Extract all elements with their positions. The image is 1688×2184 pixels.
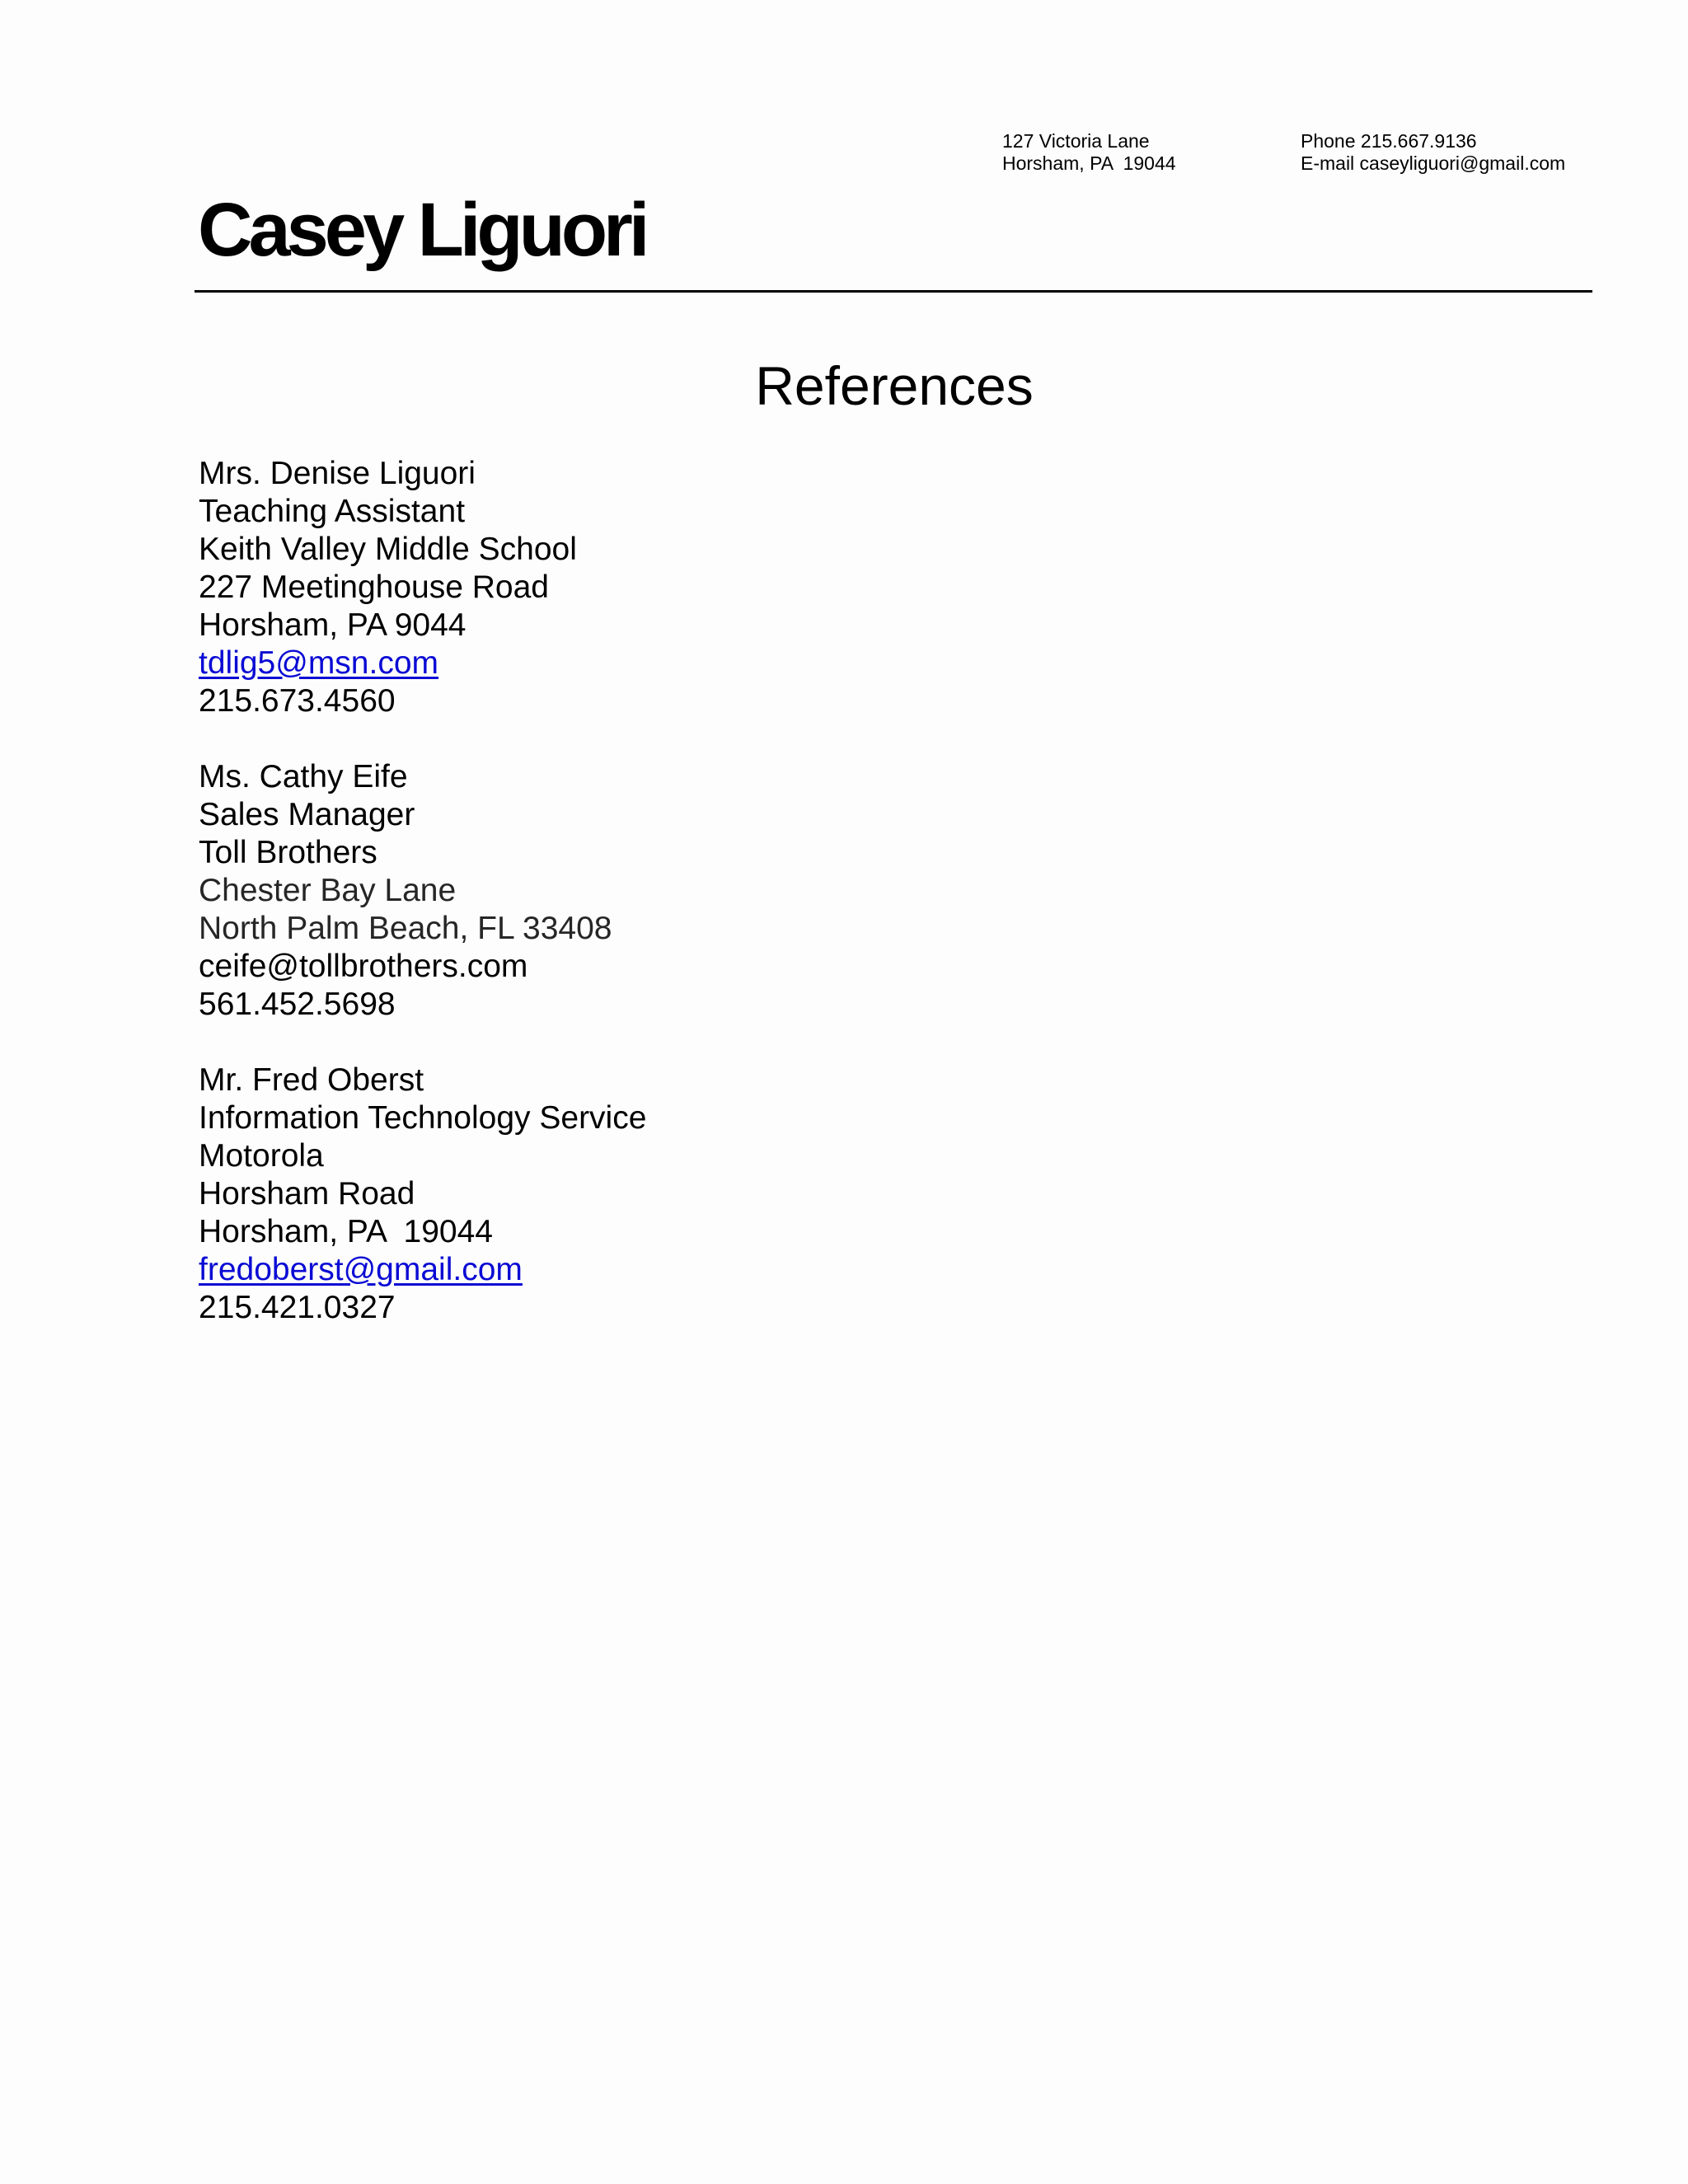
reference-organization: Motorola	[199, 1138, 324, 1174]
email-line: E-mail caseyliguori@gmail.com	[1301, 152, 1566, 174]
reference-organization: Keith Valley Middle School	[199, 532, 577, 567]
reference-phone: 215.421.0327	[199, 1290, 396, 1325]
reference-phone: 215.673.4560	[199, 683, 396, 719]
reference-title: Sales Manager	[199, 797, 415, 832]
reference-name: Ms. Cathy Eife	[199, 759, 408, 794]
reference-email: ceife@tollbrothers.com	[199, 949, 528, 984]
contact-address	[1002, 130, 1176, 175]
reference-phone: 561.452.5698	[199, 987, 396, 1022]
candidate-name: Casey Liguori	[198, 188, 646, 272]
phone-line: Phone 215.667.9136	[1301, 130, 1477, 152]
reference-entry	[199, 758, 646, 1024]
reference-email-link[interactable]: tdlig5@msn.com	[199, 645, 439, 681]
reference-city: Horsham, PA 9044	[199, 607, 467, 643]
reference-entry	[199, 1062, 646, 1327]
reference-email-link[interactable]: fredoberst@gmail.com	[199, 1252, 523, 1287]
reference-city: North Palm Beach, FL 33408	[199, 911, 612, 946]
reference-title: Information Technology Service	[199, 1100, 647, 1136]
address-line-2: Horsham, PA 19044	[1002, 152, 1176, 174]
reference-entry	[199, 455, 646, 720]
contact-phone-email	[1301, 130, 1565, 175]
section-title: References	[755, 355, 1034, 416]
reference-organization: Toll Brothers	[199, 835, 377, 870]
reference-street: 227 Meetinghouse Road	[199, 569, 549, 605]
header-divider	[195, 290, 1592, 293]
reference-city: Horsham, PA 19044	[199, 1214, 493, 1249]
reference-street: Chester Bay Lane	[199, 873, 457, 908]
reference-list	[199, 455, 646, 1365]
reference-street: Horsham Road	[199, 1176, 415, 1212]
reference-title: Teaching Assistant	[199, 494, 466, 529]
reference-name: Mr. Fred Oberst	[199, 1062, 424, 1098]
address-line-1: 127 Victoria Lane	[1002, 130, 1150, 152]
reference-name: Mrs. Denise Liguori	[199, 456, 476, 491]
